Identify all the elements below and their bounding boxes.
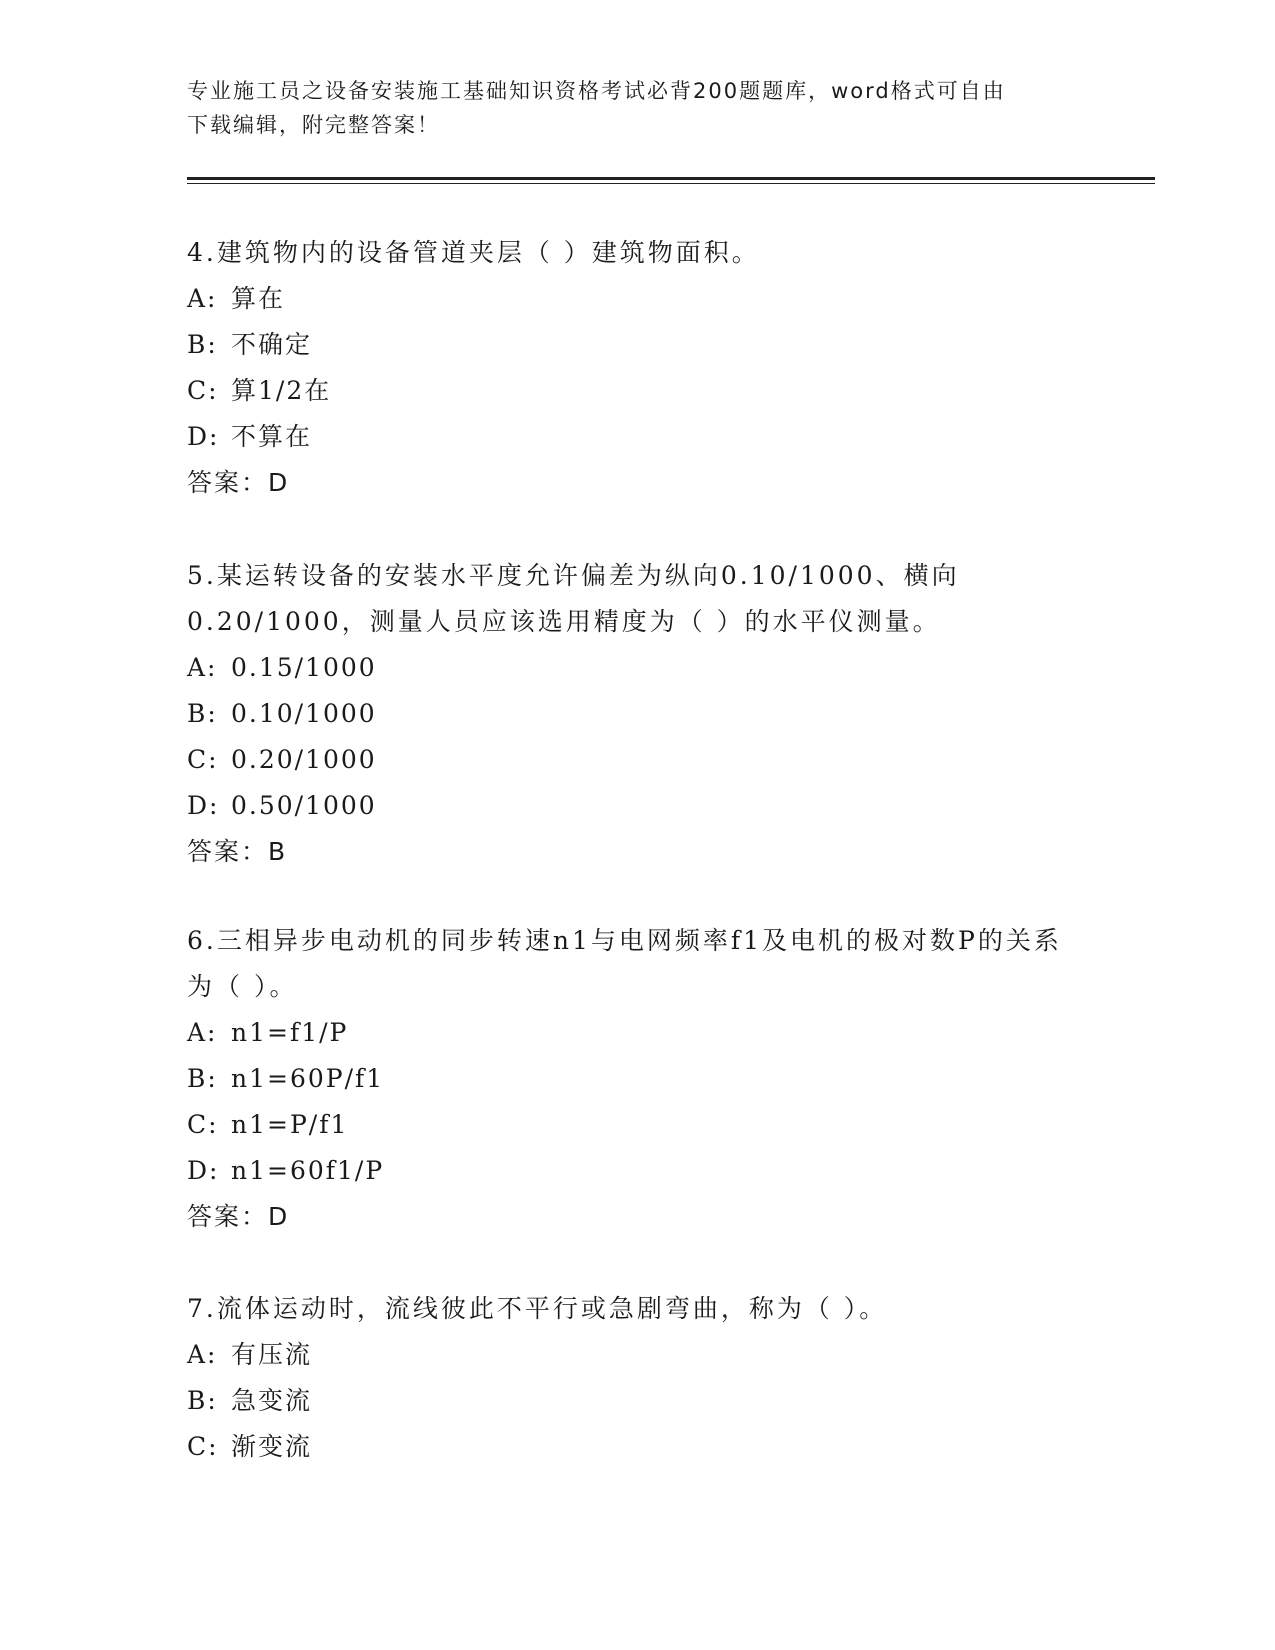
option-d (187, 1148, 1067, 1194)
option-a (187, 1332, 1087, 1378)
option-b (187, 1378, 1087, 1424)
option-text: n1=f1/P (231, 1018, 349, 1047)
option-key: C: (187, 1110, 219, 1139)
option-text: 有压流 (231, 1340, 313, 1369)
option-key: B: (187, 1386, 218, 1415)
option-a (187, 645, 967, 691)
option-d (187, 783, 967, 829)
option-text: 不确定 (231, 330, 313, 359)
question-stem: 4.建筑物内的设备管道夹层（ ）建筑物面积。 (187, 238, 760, 267)
header-divider-thick (187, 177, 1155, 180)
header-line-1: 专业施工员之设备安装施工基础知识资格考试必背200题题库，word格式可自由 (187, 79, 1006, 103)
option-key: C: (187, 1432, 219, 1461)
option-key: D: (187, 422, 220, 451)
option-text: 渐变流 (231, 1432, 313, 1461)
option-b (187, 1056, 1067, 1102)
option-text: 0.20/1000 (231, 745, 377, 774)
option-text: 0.10/1000 (231, 699, 377, 728)
option-text: 0.15/1000 (231, 653, 377, 682)
option-key: A: (187, 653, 218, 682)
option-text: 0.50/1000 (231, 791, 377, 820)
question-stem: 7.流体运动时，流线彼此不平行或急剧弯曲，称为（ ）。 (187, 1294, 888, 1323)
option-key: C: (187, 376, 219, 405)
option-key: D: (187, 1156, 220, 1185)
option-key: A: (187, 1018, 218, 1047)
option-text: n1=P/f1 (231, 1110, 349, 1139)
question-5 (187, 553, 967, 875)
option-key: B: (187, 1064, 218, 1093)
document-header (187, 74, 1067, 142)
option-key: C: (187, 745, 219, 774)
answer-text: 答案：D (187, 468, 290, 497)
option-c (187, 737, 967, 783)
option-text: n1=60f1/P (231, 1156, 385, 1185)
option-b (187, 322, 1087, 368)
option-text: 算在 (231, 284, 286, 313)
option-text: n1=60P/f1 (231, 1064, 385, 1093)
option-a (187, 1010, 1067, 1056)
header-line-2: 下载编辑，附完整答案！ (187, 113, 440, 137)
question-stem: 6.三相异步电动机的同步转速n1与电网频率f1及电机的极对数P的关系为（ ）。 (187, 926, 1062, 1001)
question-4 (187, 230, 1087, 506)
answer-text: 答案：D (187, 1202, 290, 1231)
question-stem: 5.某运转设备的安装水平度允许偏差为纵向0.10/1000、横向0.20/1000，测量人员应该选用精度为（ ）的水平仪测量。 (187, 561, 960, 636)
question-7 (187, 1286, 1087, 1470)
option-key: B: (187, 699, 218, 728)
option-b (187, 691, 967, 737)
option-c (187, 368, 1087, 414)
option-c (187, 1424, 1087, 1470)
option-text: 急变流 (231, 1386, 313, 1415)
question-6 (187, 918, 1067, 1240)
header-divider-thin (187, 183, 1155, 184)
option-c (187, 1102, 1067, 1148)
option-text: 不算在 (231, 422, 313, 451)
answer-text: 答案：B (187, 837, 288, 866)
option-key: B: (187, 330, 218, 359)
option-text: 算1/2在 (231, 376, 332, 405)
option-key: A: (187, 1340, 218, 1369)
option-key: D: (187, 791, 220, 820)
option-d (187, 414, 1087, 460)
option-key: A: (187, 284, 218, 313)
option-a (187, 276, 1087, 322)
